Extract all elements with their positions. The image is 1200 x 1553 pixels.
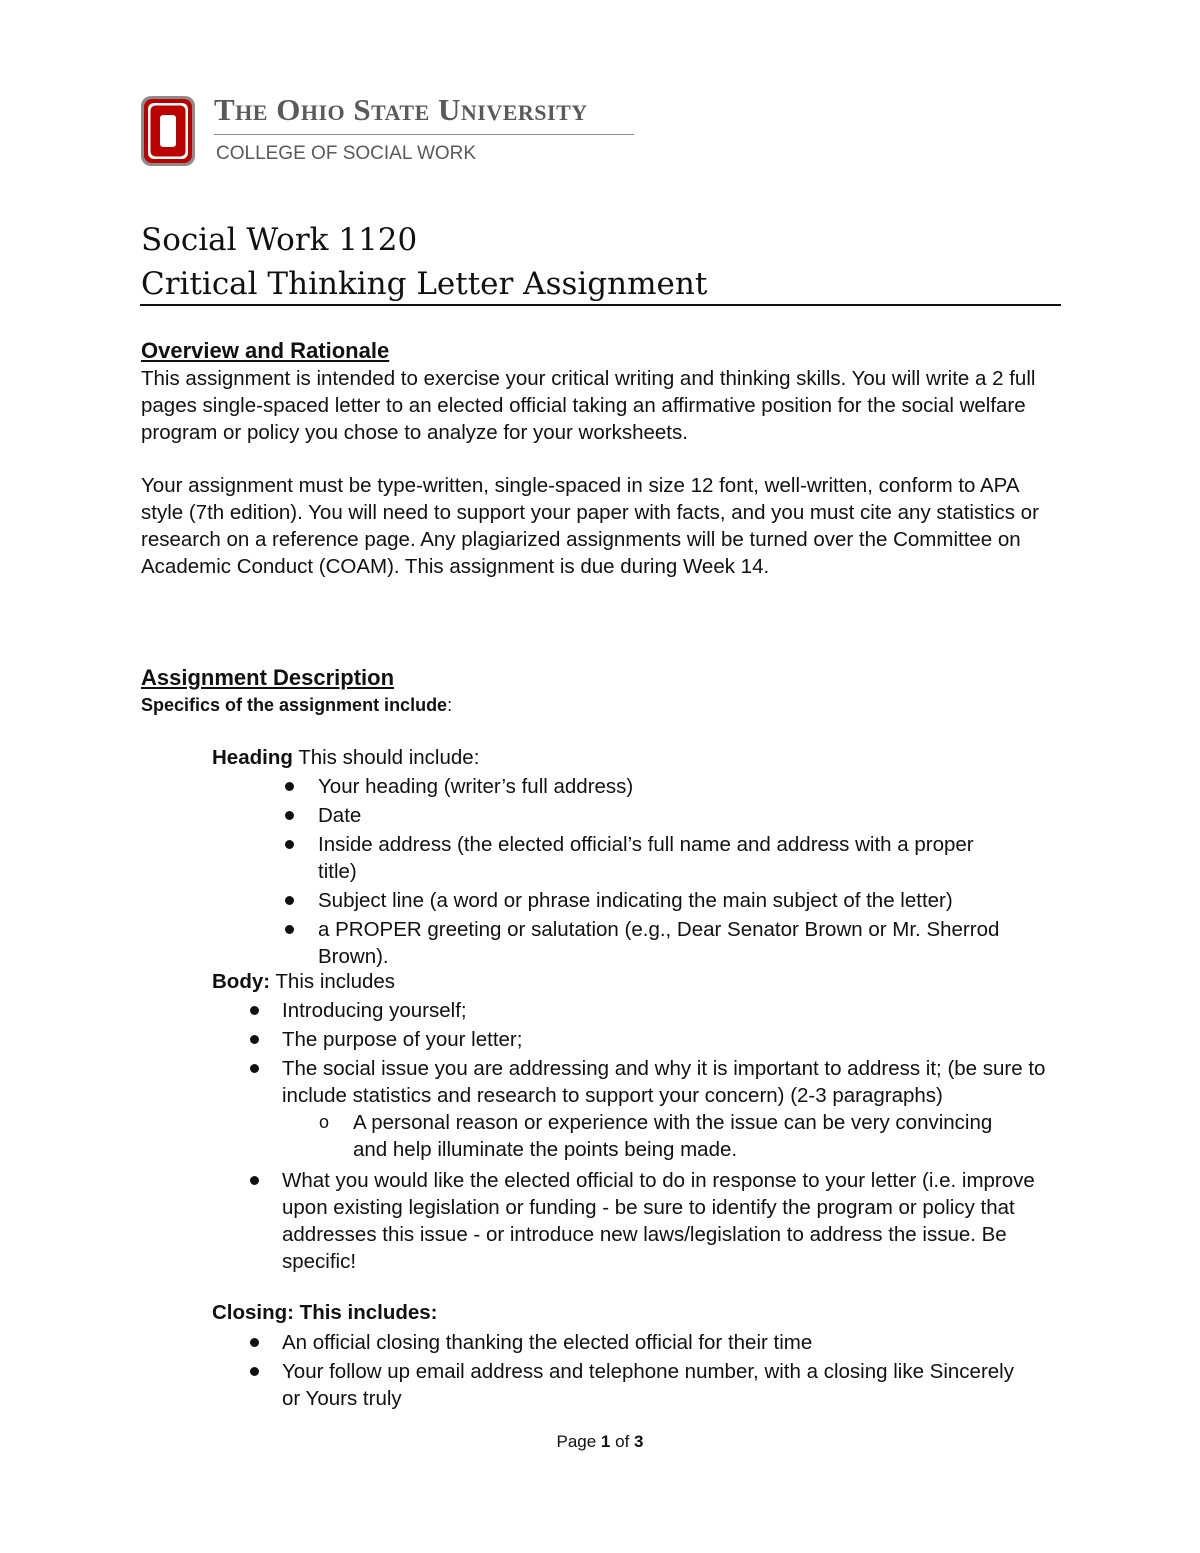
body-intro: This includes	[275, 970, 396, 993]
list-item	[318, 773, 1058, 800]
bullet-icon	[250, 1338, 259, 1347]
assignment-title: Critical Thinking Letter Assignment	[141, 266, 708, 302]
list-item-text: Inside address (the elected official’s full name and address with a proper title)	[318, 833, 974, 883]
description-heading: Assignment Description	[141, 665, 395, 690]
overview-section	[141, 337, 1061, 580]
list-item	[282, 1329, 1042, 1356]
page-word: Page	[556, 1432, 597, 1451]
heading-intro: This should include:	[298, 746, 480, 769]
specifics-colon: :	[447, 695, 453, 715]
list-item-text: a PROPER greeting or salutation (e.g., Dear Senator Brown or Mr. Sherrod Brown).	[318, 918, 1000, 968]
list-item	[318, 916, 1028, 970]
description-section	[141, 664, 1061, 718]
list-item	[282, 997, 1062, 1024]
list-item-text: Your follow up email address and telephone number, with a closing like Sincerely or Yours truly	[282, 1360, 1014, 1410]
bullet-icon	[285, 840, 294, 849]
list-item-text: The purpose of your letter;	[282, 1028, 523, 1051]
bullet-icon	[285, 896, 294, 905]
overview-heading: Overview and Rationale	[141, 338, 390, 363]
closing-subsection-title	[212, 1299, 438, 1326]
list-item	[282, 1167, 1062, 1275]
bullet-icon	[250, 1064, 259, 1073]
overview-paragraph-2: Your assignment must be type-written, single-spaced in size 12 font, well-written, conform to APA style (7th edition). You will need to support your paper with facts, and you must cite any statistics or research on a reference page. Any plagiarized assignments will be turned over the Committee on Academic Conduct (COAM). This assignment is due during Week 14.	[141, 474, 1039, 578]
heading-label: Heading	[212, 746, 293, 769]
list-item	[282, 1358, 1032, 1412]
list-item-text: Date	[318, 804, 362, 827]
block-o-logo-icon	[140, 95, 196, 167]
list-item	[282, 1055, 1047, 1163]
list-item	[318, 887, 1058, 914]
heading-subsection-title	[212, 744, 479, 771]
list-item-text: Your heading (writer’s full address)	[318, 775, 634, 798]
of-word: of	[615, 1432, 630, 1451]
bullet-icon	[285, 811, 294, 820]
header-divider	[214, 134, 634, 135]
closing-label: Closing: This includes:	[212, 1301, 438, 1324]
bullet-icon	[250, 1006, 259, 1015]
list-item-text: Subject line (a word or phrase indicating the main subject of the letter)	[318, 889, 953, 912]
sub-list-item-text: A personal reason or experience with the issue can be very convincing and help illuminate the points being made.	[353, 1111, 993, 1161]
list-item	[282, 1026, 1062, 1053]
body-sublist	[282, 1109, 993, 1163]
bullet-icon	[250, 1367, 259, 1376]
page-footer	[0, 1432, 1200, 1452]
list-item-text: The social issue you are addressing and why it is important to address it; (be sure to include statistics and research to support your concern) (2-3 paragraphs)	[282, 1057, 1046, 1107]
college-name: COLLEGE OF SOCIAL WORK	[216, 143, 477, 164]
title-divider	[140, 304, 1061, 306]
circle-bullet-icon: o	[319, 1112, 330, 1132]
bullet-icon	[250, 1176, 259, 1185]
list-item-text: An official closing thanking the elected official for their time	[282, 1331, 813, 1354]
title-block	[141, 218, 1061, 306]
list-item	[318, 831, 1018, 885]
list-item-text: Introducing yourself;	[282, 999, 467, 1022]
sub-list-item	[319, 1109, 993, 1163]
list-item-text: What you would like the elected official to do in response to your letter (i.e. improve upon existing legislation or funding - be sure to identify the program or policy that addresses this issue - or introduce new laws/legislation to address the issue. Be specific!	[282, 1169, 1035, 1273]
bullet-icon	[250, 1035, 259, 1044]
body-label: Body:	[212, 970, 271, 993]
list-item	[318, 802, 1058, 829]
overview-paragraph-1: This assignment is intended to exercise your critical writing and thinking skills. You will write a 2 full pages single-spaced letter to an elected official taking an affirmative position for the social welfare program or policy you chose to analyze for your worksheets.	[141, 367, 1036, 444]
university-name: The Ohio State University	[214, 92, 588, 127]
closing-list	[282, 1329, 1042, 1412]
specifics-text: Specifics of the assignment include	[141, 695, 448, 715]
page-current: 1	[600, 1432, 611, 1451]
heading-list	[318, 773, 1058, 970]
bullet-icon	[285, 782, 294, 791]
specifics-label	[141, 692, 1061, 718]
body-subsection-title	[212, 968, 395, 995]
page-total: 3	[634, 1432, 644, 1451]
course-title: Social Work 1120	[141, 222, 418, 258]
bullet-icon	[285, 925, 294, 934]
body-list	[282, 997, 1062, 1275]
